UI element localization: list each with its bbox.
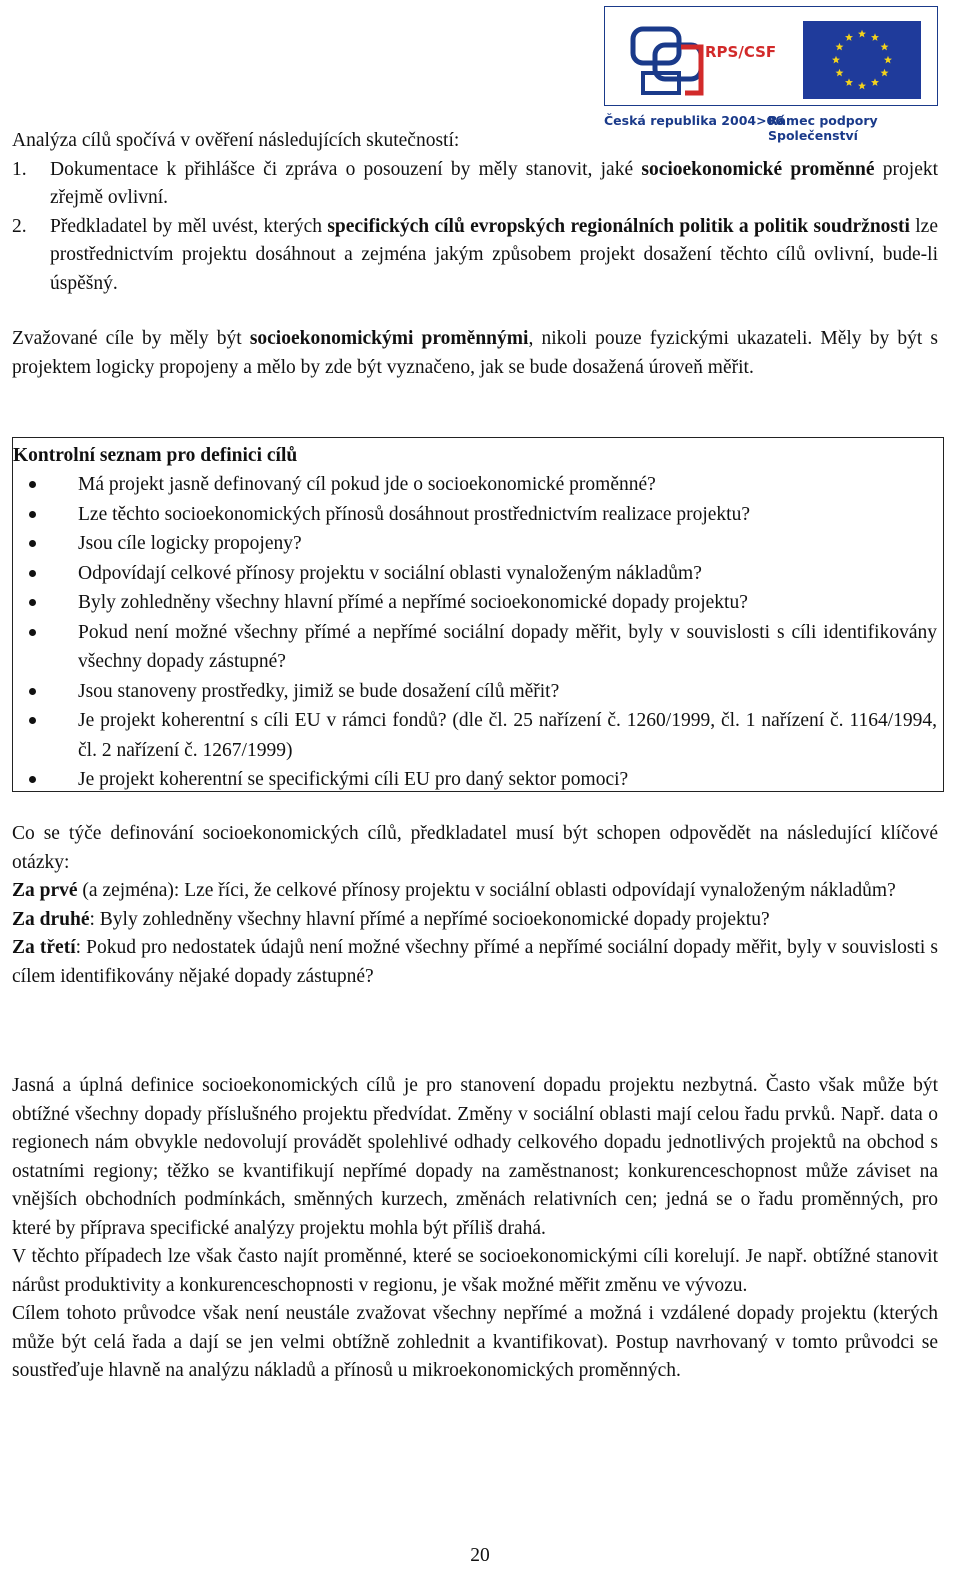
question-label: Za prvé [12,880,78,901]
rps-csf-logo [604,6,938,143]
intro-list [12,156,938,299]
checklist-item-text: Jsou cíle logicky propojeny? [78,533,302,554]
logo-box [604,6,938,106]
bullet-icon [29,629,36,636]
bullet-icon [29,688,36,695]
checklist-box [12,437,944,792]
checklist-item-text: Má projekt jasně definovaný cíl pokud jde o socioekonomické proměnné? [78,474,656,495]
goals-bold: socioekonomickými proměnnými [249,328,529,349]
rps-emblem-icon [633,29,701,93]
question-third [12,934,938,991]
bullet-icon [29,599,36,606]
goals-paragraph [12,325,938,382]
checklist-item [13,559,937,589]
checklist-list [13,470,937,795]
intro-item [12,156,938,213]
intro-item-number: 2. [12,215,27,237]
intro-item-number: 1. [12,158,27,180]
logo-graphic [605,7,939,107]
checklist-item-text: Odpovídají celkové přínosy projektu v sociální oblasti vynaloženým nákladům? [78,562,702,584]
checklist-item [13,677,937,707]
intro-item-text: Dokumentace k přihlášce či zpráva o posouzení by měly stanovit, jaké [50,158,642,180]
questions-lead: Co se týče definování socioekonomických cílů, předkladatel musí být schopen odpovědět na následující klíčové otázky: [12,823,938,873]
question-text: (a zejména): Lze říci, že celkové přínosy projektu v sociální oblasti odpovídají vynaloženým nákladům? [77,880,896,901]
intro-item [12,213,938,299]
bullet-icon [29,481,36,488]
checklist-item-text: Pokud není možné všechny přímé a nepřímé sociální dopady měřit, byly v souvislosti s cíli identifikovány všechny dopady zástupné? [78,621,937,672]
page-number: 20 [470,1545,490,1566]
bullet-icon [29,717,36,724]
logo-strip-right: Rámec podpory Společenství [768,113,878,143]
question-first [12,877,938,906]
question-label: Za třetí [12,937,76,958]
question-label: Za druhé [12,908,90,930]
checklist-item-text: Jsou stanoveny prostředky, jimiž se bude dosažení cílů měřit? [78,680,560,702]
intro-lead: Analýza cílů spočívá v ověření následujících skutečností: [12,130,460,151]
intro-item-text: projekt zřejmě ovlivní. [50,158,939,208]
checklist-item [13,470,937,500]
checklist-item [13,618,937,677]
checklist-title: Kontrolní seznam pro definici cílů [13,445,298,466]
checklist-item [13,765,937,795]
checklist-item [13,500,937,530]
checklist-item-text: Lze těchto socioekonomických přínosů dosáhnout prostřednictvím realizace projektu? [78,503,750,525]
intro-item-text: Předkladatel by měl uvést, kterých [50,215,328,237]
bullet-icon [29,511,36,518]
checklist-item [13,529,937,559]
intro-item-bold: socioekonomické proměnné [641,158,875,180]
closing-section [12,1072,938,1386]
checklist-item [13,706,937,765]
bullet-icon [29,776,36,783]
checklist-item-text: Byly zohledněny všechny hlavní přímé a nepřímé socioekonomické dopady projektu? [78,592,748,613]
question-text: : Pokud pro nedostatek údajů není možné všechny přímé a nepřímé sociální dopady měřit, byly v souvislosti s cílem identifikovány nějaké dopady zástupné? [12,937,938,987]
question-text: : Byly zohledněny všechny hlavní přímé a nepřímé socioekonomické dopady projektu? [89,908,770,930]
checklist-item-text: Je projekt koherentní s cíli EU v rámci fondů? (dle čl. 25 nařízení č. 1260/1999, čl. 1 nařízení č. 1164/1994, čl. 2 nařízení č. 1267/1999) [78,710,937,761]
question-second [12,906,938,935]
logo-strip-left: Česká republika 2004>06 [604,113,784,128]
bullet-icon [29,540,36,547]
goals-text: Zvažované cíle by měly být [12,328,250,349]
closing-paragraph: Cílem tohoto průvodce však není neustále zvažovat všechny nepřímé a možná i vzdálené dopady projektu (kterých může být celá řada a dají se jen velmi obtížně zohlednit a kvantifikovat). Postup navrhovaný v tomto průvodci se soustřeďuje hlavně na analýzu nákladů a přínosů u mikroekonomických proměnných. [12,1303,938,1381]
goals-text: , nikoli pouze fyzickými ukazateli. Měly by být s projektem logicky propojeny a mělo by zde být vyznačeno, jak se bude dosažená úroveň měřit. [12,328,938,378]
logo-brand-text: RPS/CSF [705,43,777,61]
intro-section [12,127,938,298]
eu-flag-icon [803,21,921,99]
questions-section [12,820,938,991]
closing-paragraph: Jasná a úplná definice socioekonomických cílů je pro stanovení dopadu projektu nezbytná. Často však může být obtížné všechny dopady příslušného projektu předvídat. Změny v sociální oblasti mají celou řadu prvků. Např. data o regionech nám obvykle nedovolují provádět spolehlivé odhady celkového dopadu jednotlivých projektů na obchod s ostatními regiony; těžko se kvantifikují nepřímé dopady na zaměstnanost; konkurenceschopnost může záviset na vnějších obchodních podmínkách, směnných kurzech, změnách relativních cen; jedná se o řadu proměnných, pro které by příprava specifické analýzy projektu mohla být příliš drahá. [12,1075,938,1239]
intro-item-text: lze prostřednictvím projektu dosáhnout a zejména jakým způsobem projekt dosažení těchto cílů ovlivní, bude-li úspěšný. [50,215,938,294]
intro-item-bold: specifických cílů evropských regionálních politik a politik soudržnosti [327,215,910,237]
bullet-icon [29,570,36,577]
checklist-item-text: Je projekt koherentní se specifickými cíli EU pro daný sektor pomoci? [78,769,629,790]
closing-paragraph: V těchto případech lze však často najít proměnné, které se socioekonomickými cíli korelují. Je např. obtížné stanovit nárůst produktivity a konkurenceschopnosti v regionu, je však možné měřit změnu ve vývozu. [12,1246,938,1296]
checklist-item [13,588,937,618]
